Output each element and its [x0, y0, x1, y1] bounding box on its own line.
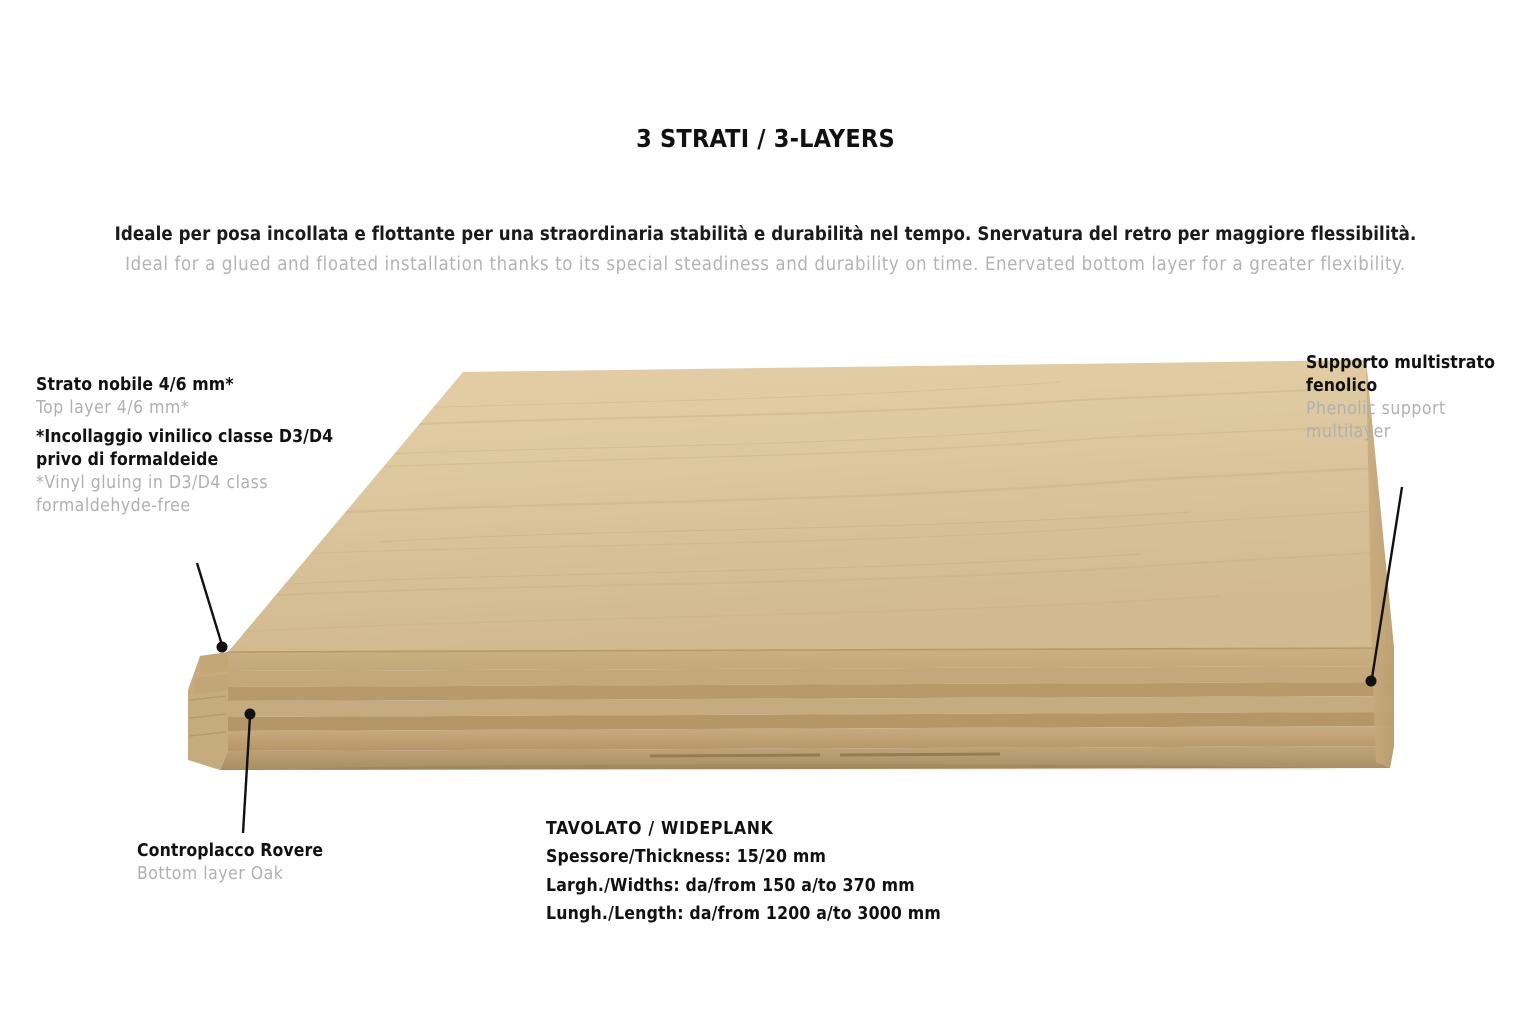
spec-widths: Largh./Widths: da/from 150 a/to 370 mm: [546, 875, 915, 896]
callout-support-en-2: multilayer: [1306, 422, 1391, 443]
spec-title: TAVOLATO / WIDEPLANK: [546, 819, 774, 839]
callout-support-it-1: Supporto multistrato: [1306, 353, 1496, 373]
spec-length: Lungh./Length: da/from 1200 a/to 3000 mm: [546, 904, 941, 925]
callout-bottom-layer-en: Bottom layer Oak: [137, 864, 284, 885]
subtitle-english: Ideal for a glued and floated installation thanks to its special steadiness and durability on time. Enervated bottom layer for a greater flexibility.: [125, 254, 1406, 275]
callout-top-layer-en-1: Top layer 4/6 mm*: [36, 398, 190, 419]
subtitle-italian: Ideale per posa incollata e flottante per una straordinaria stabilità e durabilità nel tempo. Snervatura del retro per maggiore flessibilità.: [114, 224, 1417, 245]
callout-bottom-layer-it: Controplacco Rovere: [137, 841, 324, 861]
spec-thickness: Spessore/Thickness: 15/20 mm: [546, 847, 827, 868]
callout-top-layer-it-3: privo di formaldeide: [36, 450, 219, 471]
callout-top-layer: [36, 374, 376, 519]
page-title: 3 STRATI / 3-LAYERS: [636, 124, 895, 153]
callout-bottom-layer: [137, 840, 457, 886]
callout-support-it-2: fenolico: [1306, 376, 1378, 397]
callout-top-layer-en-2: *Vinyl gluing in D3/D4 class: [36, 473, 269, 494]
spec-block: [546, 815, 941, 928]
callout-support: [1306, 352, 1531, 444]
callout-top-layer-it-1: Strato nobile 4/6 mm*: [36, 375, 234, 395]
callout-top-layer-en-3: formaldehyde-free: [36, 496, 191, 517]
callout-support-en-1: Phenolic support: [1306, 399, 1446, 420]
callout-top-layer-it-2: *Incollaggio vinilico classe D3/D4: [36, 427, 334, 448]
